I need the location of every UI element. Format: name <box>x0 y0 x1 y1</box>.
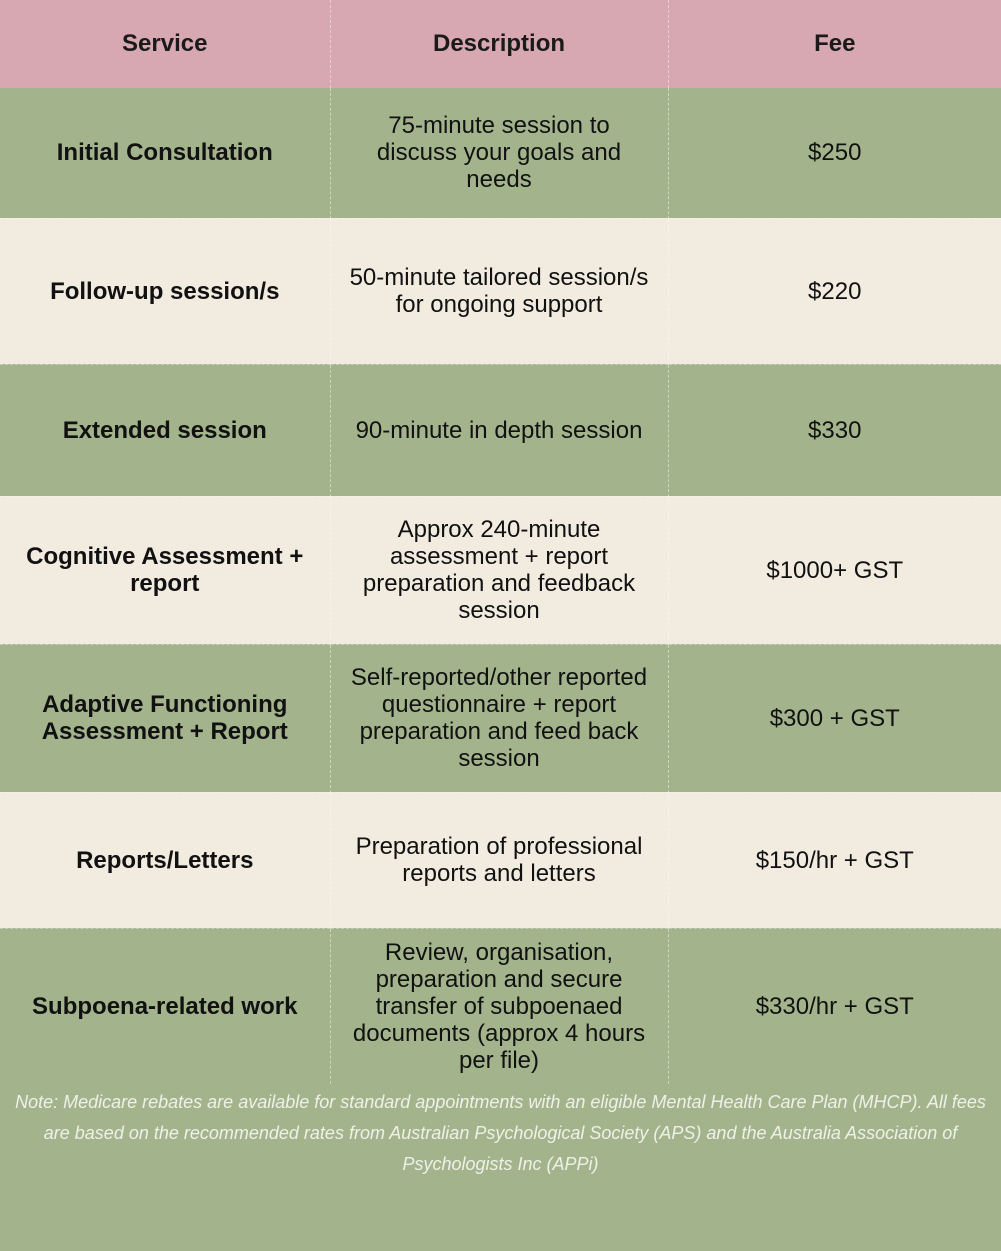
fee-cell: $220 <box>668 218 1001 364</box>
description-cell: Self-reported/other reported questionnaire + report preparation and feed back session <box>330 644 668 792</box>
description-cell: 50-minute tailored session/s for ongoing support <box>330 218 668 364</box>
service-cell: Initial Consultation <box>56 139 273 167</box>
service-cell: Follow-up session/s <box>0 218 330 364</box>
service-cell: Extended session <box>0 364 330 496</box>
fee-cell: $330/hr + GST <box>668 928 1001 1084</box>
fee-cell: $1000+ GST <box>668 496 1001 644</box>
header-fee: Fee <box>668 0 1001 88</box>
fee-cell: $250 <box>668 88 1001 218</box>
fee-cell: $150/hr + GST <box>668 792 1001 928</box>
service-cell: Reports/Letters <box>0 792 330 928</box>
table-header-row <box>0 0 1001 88</box>
service-cell: Adaptive Functioning Assessment + Report <box>0 644 330 792</box>
footnote: Note: Medicare rebates are available for standard appointments with an eligible Mental Health Care Plan (MHCP). All fees are based on the recommended rates from Australian Psychological Society (APS) and the Australia Association of Psychologists Inc (APPi) <box>15 1092 986 1174</box>
fee-cell: $330 <box>668 364 1001 496</box>
table-row <box>0 644 1001 792</box>
description-cell: Approx 240-minute assessment + report preparation and feedback session <box>330 496 668 644</box>
description-cell: 75-minute session to discuss your goals and needs <box>330 88 668 218</box>
table-row <box>0 364 1001 496</box>
fee-cell: $300 + GST <box>668 644 1001 792</box>
table-row <box>0 218 1001 364</box>
table-row <box>0 792 1001 928</box>
header-service: Service <box>122 30 208 57</box>
description-cell: Review, organisation, preparation and secure transfer of subpoenaed documents (approx 4 hours per file) <box>330 928 668 1084</box>
table-row <box>0 496 1001 644</box>
header-description: Description <box>330 0 668 88</box>
description-cell: 90-minute in depth session <box>330 364 668 496</box>
service-cell: Subpoena-related work <box>0 928 330 1084</box>
table-row <box>0 928 1001 1084</box>
description-cell: Preparation of professional reports and letters <box>330 792 668 928</box>
table-row <box>0 88 1001 218</box>
service-cell: Cognitive Assessment + report <box>0 496 330 644</box>
